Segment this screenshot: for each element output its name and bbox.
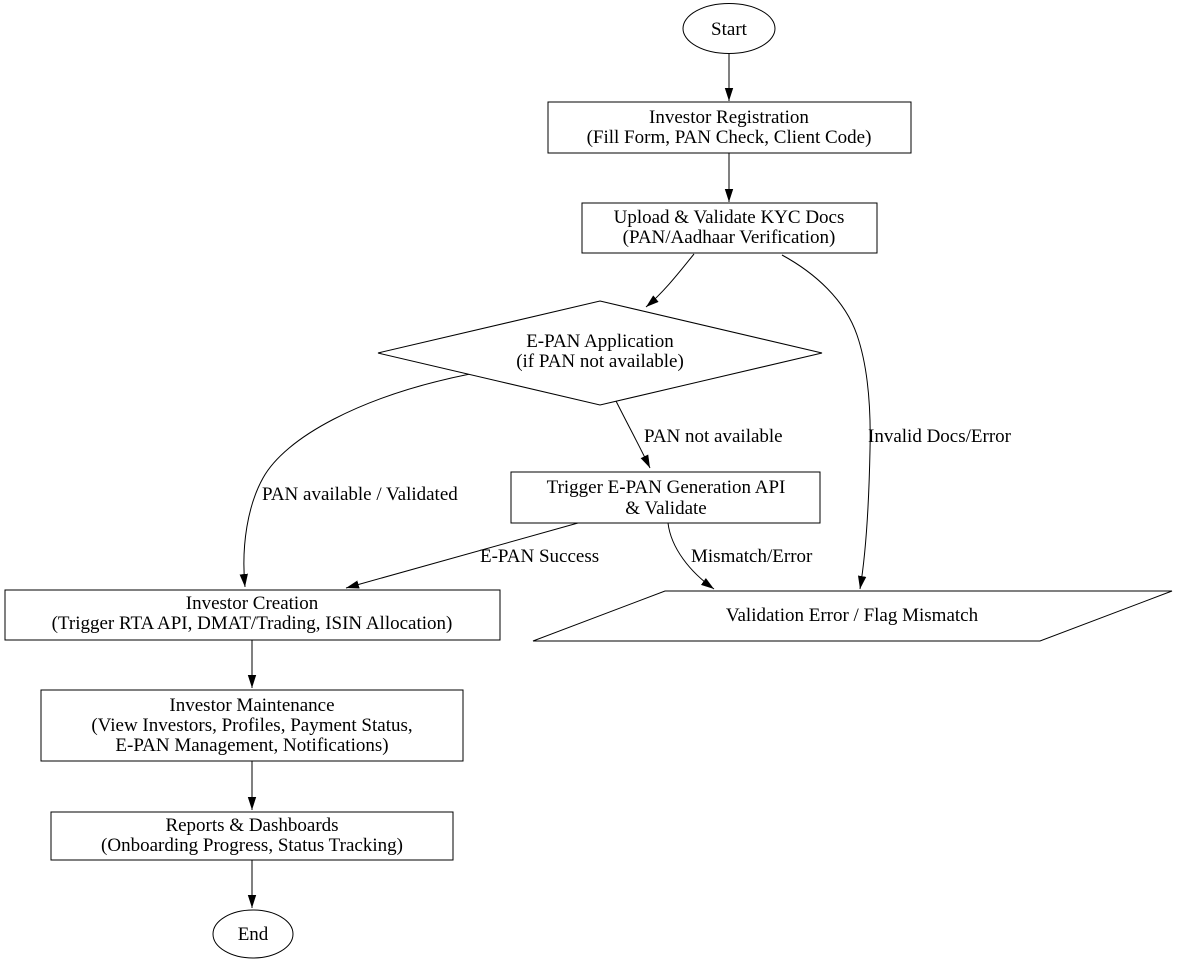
investor-maintenance-line3: E-PAN Management, Notifications): [115, 735, 389, 756]
trigger-epan-api-line1: Trigger E-PAN Generation API: [546, 477, 786, 498]
node-investor-creation: [5, 590, 500, 640]
investor-creation-line2: (Trigger RTA API, DMAT/Trading, ISIN Allocation): [51, 613, 453, 634]
edge-label-pan-available-validated: PAN available / Validated: [262, 484, 458, 505]
epan-application-line1: E-PAN Application: [526, 331, 674, 352]
reports-dashboards-line1: Reports & Dashboards: [165, 815, 339, 836]
node-kyc-upload: [582, 203, 877, 253]
reports-dashboards-line2: (Onboarding Progress, Status Tracking): [101, 835, 403, 856]
investor-maintenance-line2: (View Investors, Profiles, Payment Status,: [91, 715, 413, 736]
edge-label-epan-success: E-PAN Success: [480, 546, 600, 567]
node-validation-error: [533, 591, 1172, 641]
edge-label-invalid-docs-error: Invalid Docs/Error: [868, 426, 1011, 447]
investor-registration-line2: (Fill Form, PAN Check, Client Code): [586, 127, 872, 148]
edge-label-mismatch-error: Mismatch/Error: [691, 546, 813, 567]
investor-creation-line1: Investor Creation: [185, 593, 319, 614]
validation-error-label: Validation Error / Flag Mismatch: [725, 605, 979, 626]
investor-maintenance-line1: Investor Maintenance: [169, 695, 335, 716]
node-end: [213, 910, 293, 958]
edge-kyc-to-validation-error: [782, 255, 870, 589]
node-start: [683, 4, 775, 54]
edge-epan-application-to-investor-creation: [244, 374, 470, 587]
edge-kyc-to-epan-application: [646, 254, 694, 307]
kyc-upload-line1: Upload & Validate KYC Docs: [613, 207, 845, 228]
trigger-epan-api-line2: & Validate: [625, 498, 707, 519]
end-label: End: [237, 924, 269, 945]
epan-application-line2: (if PAN not available): [516, 351, 684, 372]
node-investor-maintenance: [41, 690, 463, 761]
kyc-upload-line2: (PAN/Aadhaar Verification): [622, 227, 836, 248]
node-trigger-epan-api: [511, 472, 820, 523]
node-reports-dashboards: [51, 812, 453, 860]
node-investor-registration: [548, 102, 911, 153]
start-label: Start: [711, 19, 747, 40]
node-epan-application-decision: [378, 301, 822, 405]
investor-registration-line1: Investor Registration: [649, 107, 809, 128]
edge-label-pan-not-available: PAN not available: [644, 426, 783, 447]
